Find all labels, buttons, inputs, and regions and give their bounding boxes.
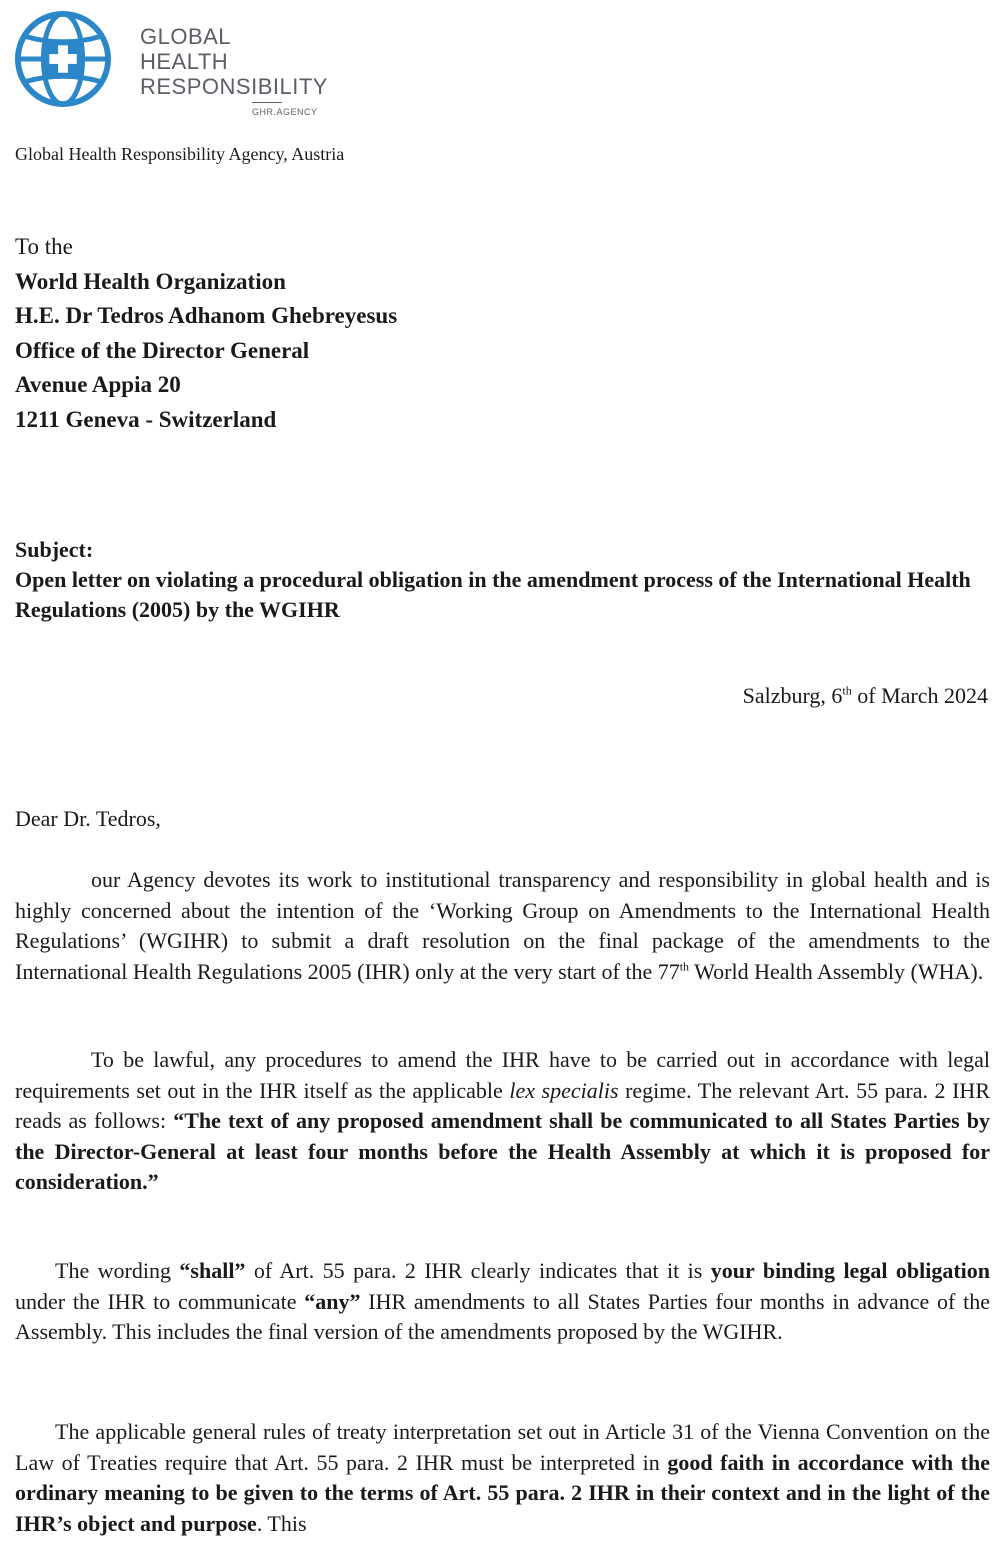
recipient-name: H.E. Dr Tedros Adhanom Ghebreyesus	[15, 303, 398, 328]
p2-text-b: regime. The relevant Art. 55 para. 2 IHR reads as follows:	[15, 1077, 990, 1133]
greeting: Dear Dr. Tedros,	[15, 806, 161, 831]
p3-bold-1: “shall”	[179, 1258, 246, 1283]
recipient-block	[15, 230, 397, 437]
p2-bold-quote: “The text of any proposed amendment shall be communicated to all States Parties by the Director-General at least four months before the Health Assembly at which it is proposed for consideration.”	[15, 1108, 990, 1194]
paragraph-3	[15, 1256, 990, 1348]
logo-line-3: RESPONSIBILITY	[140, 74, 328, 99]
date-line	[743, 683, 988, 709]
p1-text-a: our Agency devotes its work to institutional transparency and responsibility in global health and is highly concerned about the intention of the ‘Working Group on Amendments to the International Health Regulations’ (WGIHR) to submit a draft resolution on the final package of the amendments to the International Health Regulations 2005 (IHR) only at the very start of the 77	[15, 867, 990, 984]
date-post: of March 2024	[851, 683, 988, 708]
subject-block	[15, 535, 990, 625]
p1-sup: th	[679, 959, 690, 974]
paragraph-1	[15, 865, 990, 987]
p3-text-d: IHR amendments to all States Parties four months in advance of the Assembly. This includes the final version of the amendments proposed by the WGIHR.	[15, 1288, 991, 1344]
recipient-org: World Health Organization	[15, 268, 286, 294]
paragraph-4	[15, 1417, 990, 1539]
p2-text-a: To be lawful, any procedures to amend the IHR have to be carried out in accordance with legal requirements set out in the IHR itself as the applicable	[15, 1047, 990, 1103]
p3-bold-2: your binding legal obligation	[710, 1258, 990, 1283]
subject-text: Open letter on violating a procedural obligation in the amendment process of the International Health Regulations (2005) by the WGIHR	[15, 567, 971, 622]
date-sup: th	[842, 683, 852, 698]
recipient-office: Office of the Director General	[15, 337, 310, 363]
p2-italic: lex specialis	[509, 1077, 619, 1103]
subject-label: Subject:	[15, 537, 94, 562]
date-pre: Salzburg, 6	[742, 683, 843, 708]
sender-line: Global Health Responsibility Agency, Austria	[15, 144, 345, 164]
p1-text-b: World Health Assembly (WHA).	[689, 958, 984, 984]
p3-text-c: under the IHR to communicate	[15, 1288, 305, 1314]
p3-text-a: The wording	[55, 1258, 180, 1283]
p4-text-b: . This	[256, 1510, 307, 1536]
logo-line-2: HEALTH	[140, 49, 229, 74]
p4-text-a: The applicable general rules of treaty interpretation set out in Article 31 of the Vienna Convention on the Law of Treaties require that Art. 55 para. 2 IHR must be interpreted in	[15, 1419, 990, 1475]
logo-subtitle: GHR.AGENCY	[252, 97, 328, 117]
paragraph-2	[15, 1045, 990, 1198]
logo-wordmark	[140, 24, 328, 117]
p4-bold: good faith in accordance with the ordinary meaning to be given to the terms of Art. 55 para. 2 IHR in their context and in the light of the IHR’s object and purpose	[15, 1449, 990, 1536]
p3-text-b: of Art. 55 para. 2 IHR clearly indicates that it is	[245, 1258, 711, 1283]
recipient-street: Avenue Appia 20	[15, 372, 181, 397]
recipient-to: To the	[15, 234, 73, 259]
recipient-city: 1211 Geneva - Switzerland	[15, 406, 277, 432]
p3-bold-3: “any”	[304, 1288, 361, 1314]
logo-line-1: GLOBAL	[140, 24, 232, 49]
globe-plus-icon	[14, 10, 112, 108]
